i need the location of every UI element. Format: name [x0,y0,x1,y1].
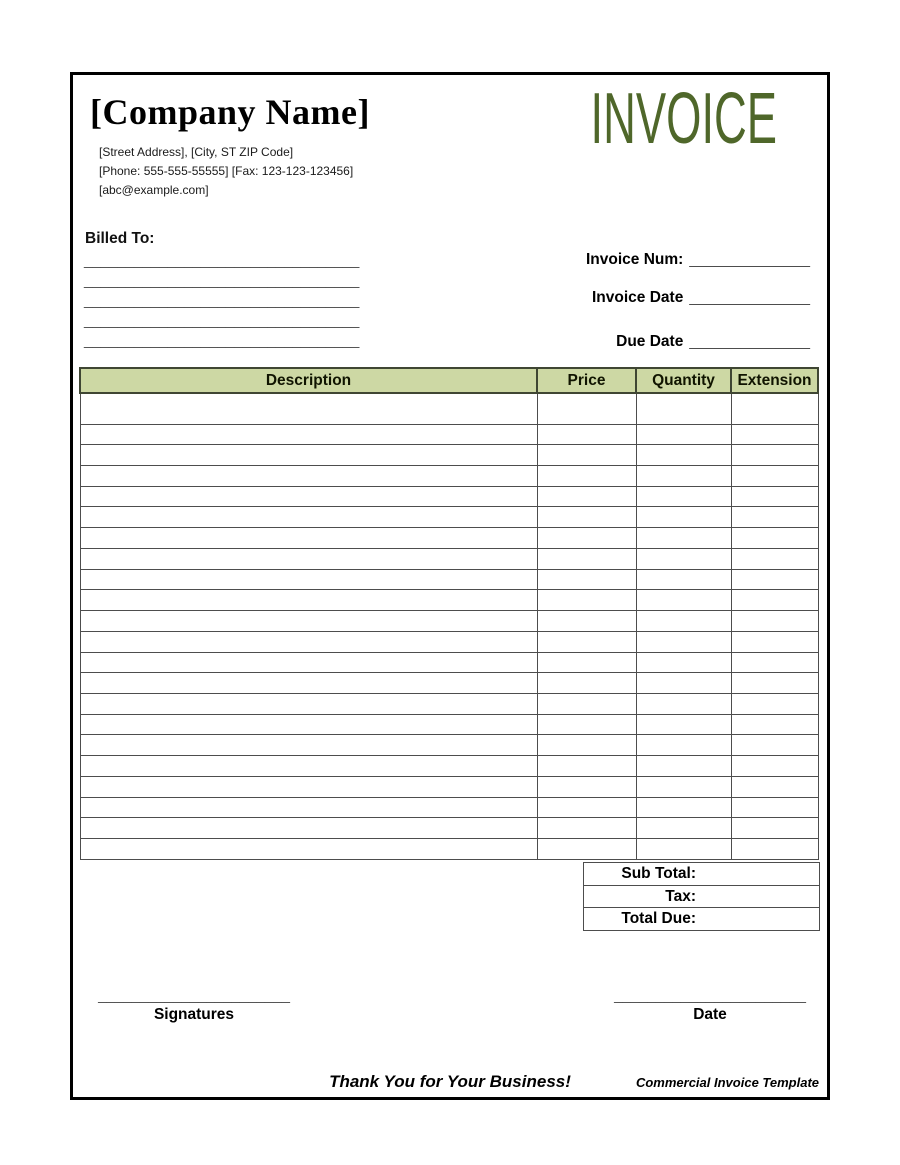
item-cell [636,673,731,694]
item-cell [80,548,537,569]
col-header-quantity: Quantity [636,368,731,393]
item-cell [537,818,636,839]
item-cell [636,693,731,714]
date-blank-line: _______________________ [614,987,806,1004]
item-cell [80,776,537,797]
item-cell [731,590,818,611]
billed-to-lines [84,251,359,351]
item-cell [80,693,537,714]
item-cell [80,631,537,652]
company-address [99,143,353,200]
item-cell [636,393,731,424]
tax-label: Tax: [665,887,696,905]
signatures-blank-line: _______________________ [98,987,290,1004]
item-cell [537,652,636,673]
item-cell [731,611,818,632]
item-cell [537,569,636,590]
item-row [80,445,818,466]
billed-to-blank-line: _________________________________ [84,332,360,349]
billed-to-blank-line: _________________________________ [84,312,360,329]
item-cell [537,466,636,487]
item-row [80,393,818,424]
subtotal-label: Sub Total: [621,865,696,882]
subtotal-row [584,863,819,886]
item-cell [537,424,636,445]
item-cell [731,818,818,839]
invoice-title: INVOICE [590,79,777,159]
item-cell [731,673,818,694]
item-cell [636,528,731,549]
col-header-description: Description [80,368,537,393]
invoice-date-blank-line: ______________ [689,289,810,306]
totals-box [583,862,820,931]
item-cell [636,611,731,632]
item-cell [636,486,731,507]
total-due-row [584,908,819,930]
item-row [80,424,818,445]
item-cell [537,735,636,756]
item-cell [537,528,636,549]
billed-to-blank-line: _________________________________ [84,292,360,309]
item-cell [636,590,731,611]
billed-to-blank-line: _________________________________ [84,272,360,289]
item-cell [731,776,818,797]
item-row [80,507,818,528]
invoice-num-field [586,250,810,269]
item-row [80,673,818,694]
item-cell [731,569,818,590]
invoice-date-label: Invoice Date [592,289,684,306]
item-cell [636,445,731,466]
item-cell [731,652,818,673]
item-cell [731,838,818,859]
item-cell [636,797,731,818]
item-cell [731,693,818,714]
item-cell [80,652,537,673]
item-cell [731,424,818,445]
item-cell [537,797,636,818]
due-date-label: Due Date [616,333,684,350]
item-cell [731,507,818,528]
item-cell [80,590,537,611]
item-cell [537,714,636,735]
col-header-price: Price [537,368,636,393]
company-name: [Company Name] [90,92,370,132]
tax-value [696,886,819,908]
tax-row [584,886,819,909]
item-cell [731,756,818,777]
item-cell [537,693,636,714]
item-cell [731,797,818,818]
item-cell [80,486,537,507]
item-cell [731,528,818,549]
items-table-header [80,368,818,393]
item-cell [537,631,636,652]
item-cell [636,756,731,777]
item-cell [731,445,818,466]
total-due-value [696,908,819,930]
invoice-meta-fields [586,250,810,370]
thank-you-note: Thank You for Your Business! [329,1072,571,1091]
item-cell [537,548,636,569]
subtotal-value [696,863,819,885]
billed-to-label: Billed To: [85,230,155,247]
item-cell [80,756,537,777]
date-block [612,988,808,1024]
items-table [79,367,819,860]
date-label: Date [693,1006,727,1023]
item-cell [731,466,818,487]
item-cell [537,393,636,424]
item-row [80,776,818,797]
item-cell [731,631,818,652]
item-cell [731,393,818,424]
col-header-extension: Extension [731,368,818,393]
item-cell [636,631,731,652]
item-cell [80,797,537,818]
item-cell [636,466,731,487]
item-cell [731,714,818,735]
item-cell [537,445,636,466]
item-row [80,569,818,590]
item-row [80,756,818,777]
item-row [80,590,818,611]
item-cell [636,714,731,735]
billed-to-blank-line: _________________________________ [84,252,360,269]
item-cell [537,673,636,694]
item-cell [80,673,537,694]
item-row [80,548,818,569]
item-cell [80,735,537,756]
item-cell [636,652,731,673]
item-cell [731,735,818,756]
item-cell [537,611,636,632]
item-cell [80,393,537,424]
item-row [80,611,818,632]
due-date-blank-line: ______________ [689,333,810,350]
item-cell [636,424,731,445]
item-cell [80,714,537,735]
item-cell [731,548,818,569]
item-cell [80,569,537,590]
item-cell [80,466,537,487]
item-cell [80,445,537,466]
item-cell [537,756,636,777]
item-row [80,797,818,818]
address-line-1: [Street Address], [City, ST ZIP Code] [99,145,294,159]
item-row [80,631,818,652]
item-cell [636,548,731,569]
item-row [80,693,818,714]
item-cell [537,590,636,611]
invoice-page [70,72,830,1100]
item-row [80,652,818,673]
item-cell [636,569,731,590]
item-cell [80,818,537,839]
item-row [80,838,818,859]
address-line-2: [Phone: 555-555-55555] [Fax: 123-123-123456] [99,164,354,178]
total-due-label: Total Due: [621,910,696,928]
item-cell [537,776,636,797]
signatures-block [96,988,292,1024]
item-cell [80,424,537,445]
item-cell [80,838,537,859]
item-row [80,735,818,756]
item-row [80,466,818,487]
address-line-3: [abc@example.com] [99,183,209,197]
item-cell [537,838,636,859]
item-cell [731,486,818,507]
item-row [80,486,818,507]
item-cell [636,818,731,839]
item-cell [80,528,537,549]
signatures-label: Signatures [153,1006,235,1023]
item-row [80,714,818,735]
item-row [80,818,818,839]
item-cell [636,838,731,859]
due-date-field [586,332,810,351]
invoice-num-blank-line: ______________ [689,251,810,268]
invoice-date-field [586,288,810,307]
item-cell [537,507,636,528]
item-cell [636,735,731,756]
item-row [80,528,818,549]
item-cell [80,611,537,632]
item-cell [636,776,731,797]
item-cell [537,486,636,507]
template-name: Commercial Invoice Template [635,1075,819,1090]
invoice-num-label: Invoice Num: [585,251,684,268]
item-cell [636,507,731,528]
item-cell [80,507,537,528]
